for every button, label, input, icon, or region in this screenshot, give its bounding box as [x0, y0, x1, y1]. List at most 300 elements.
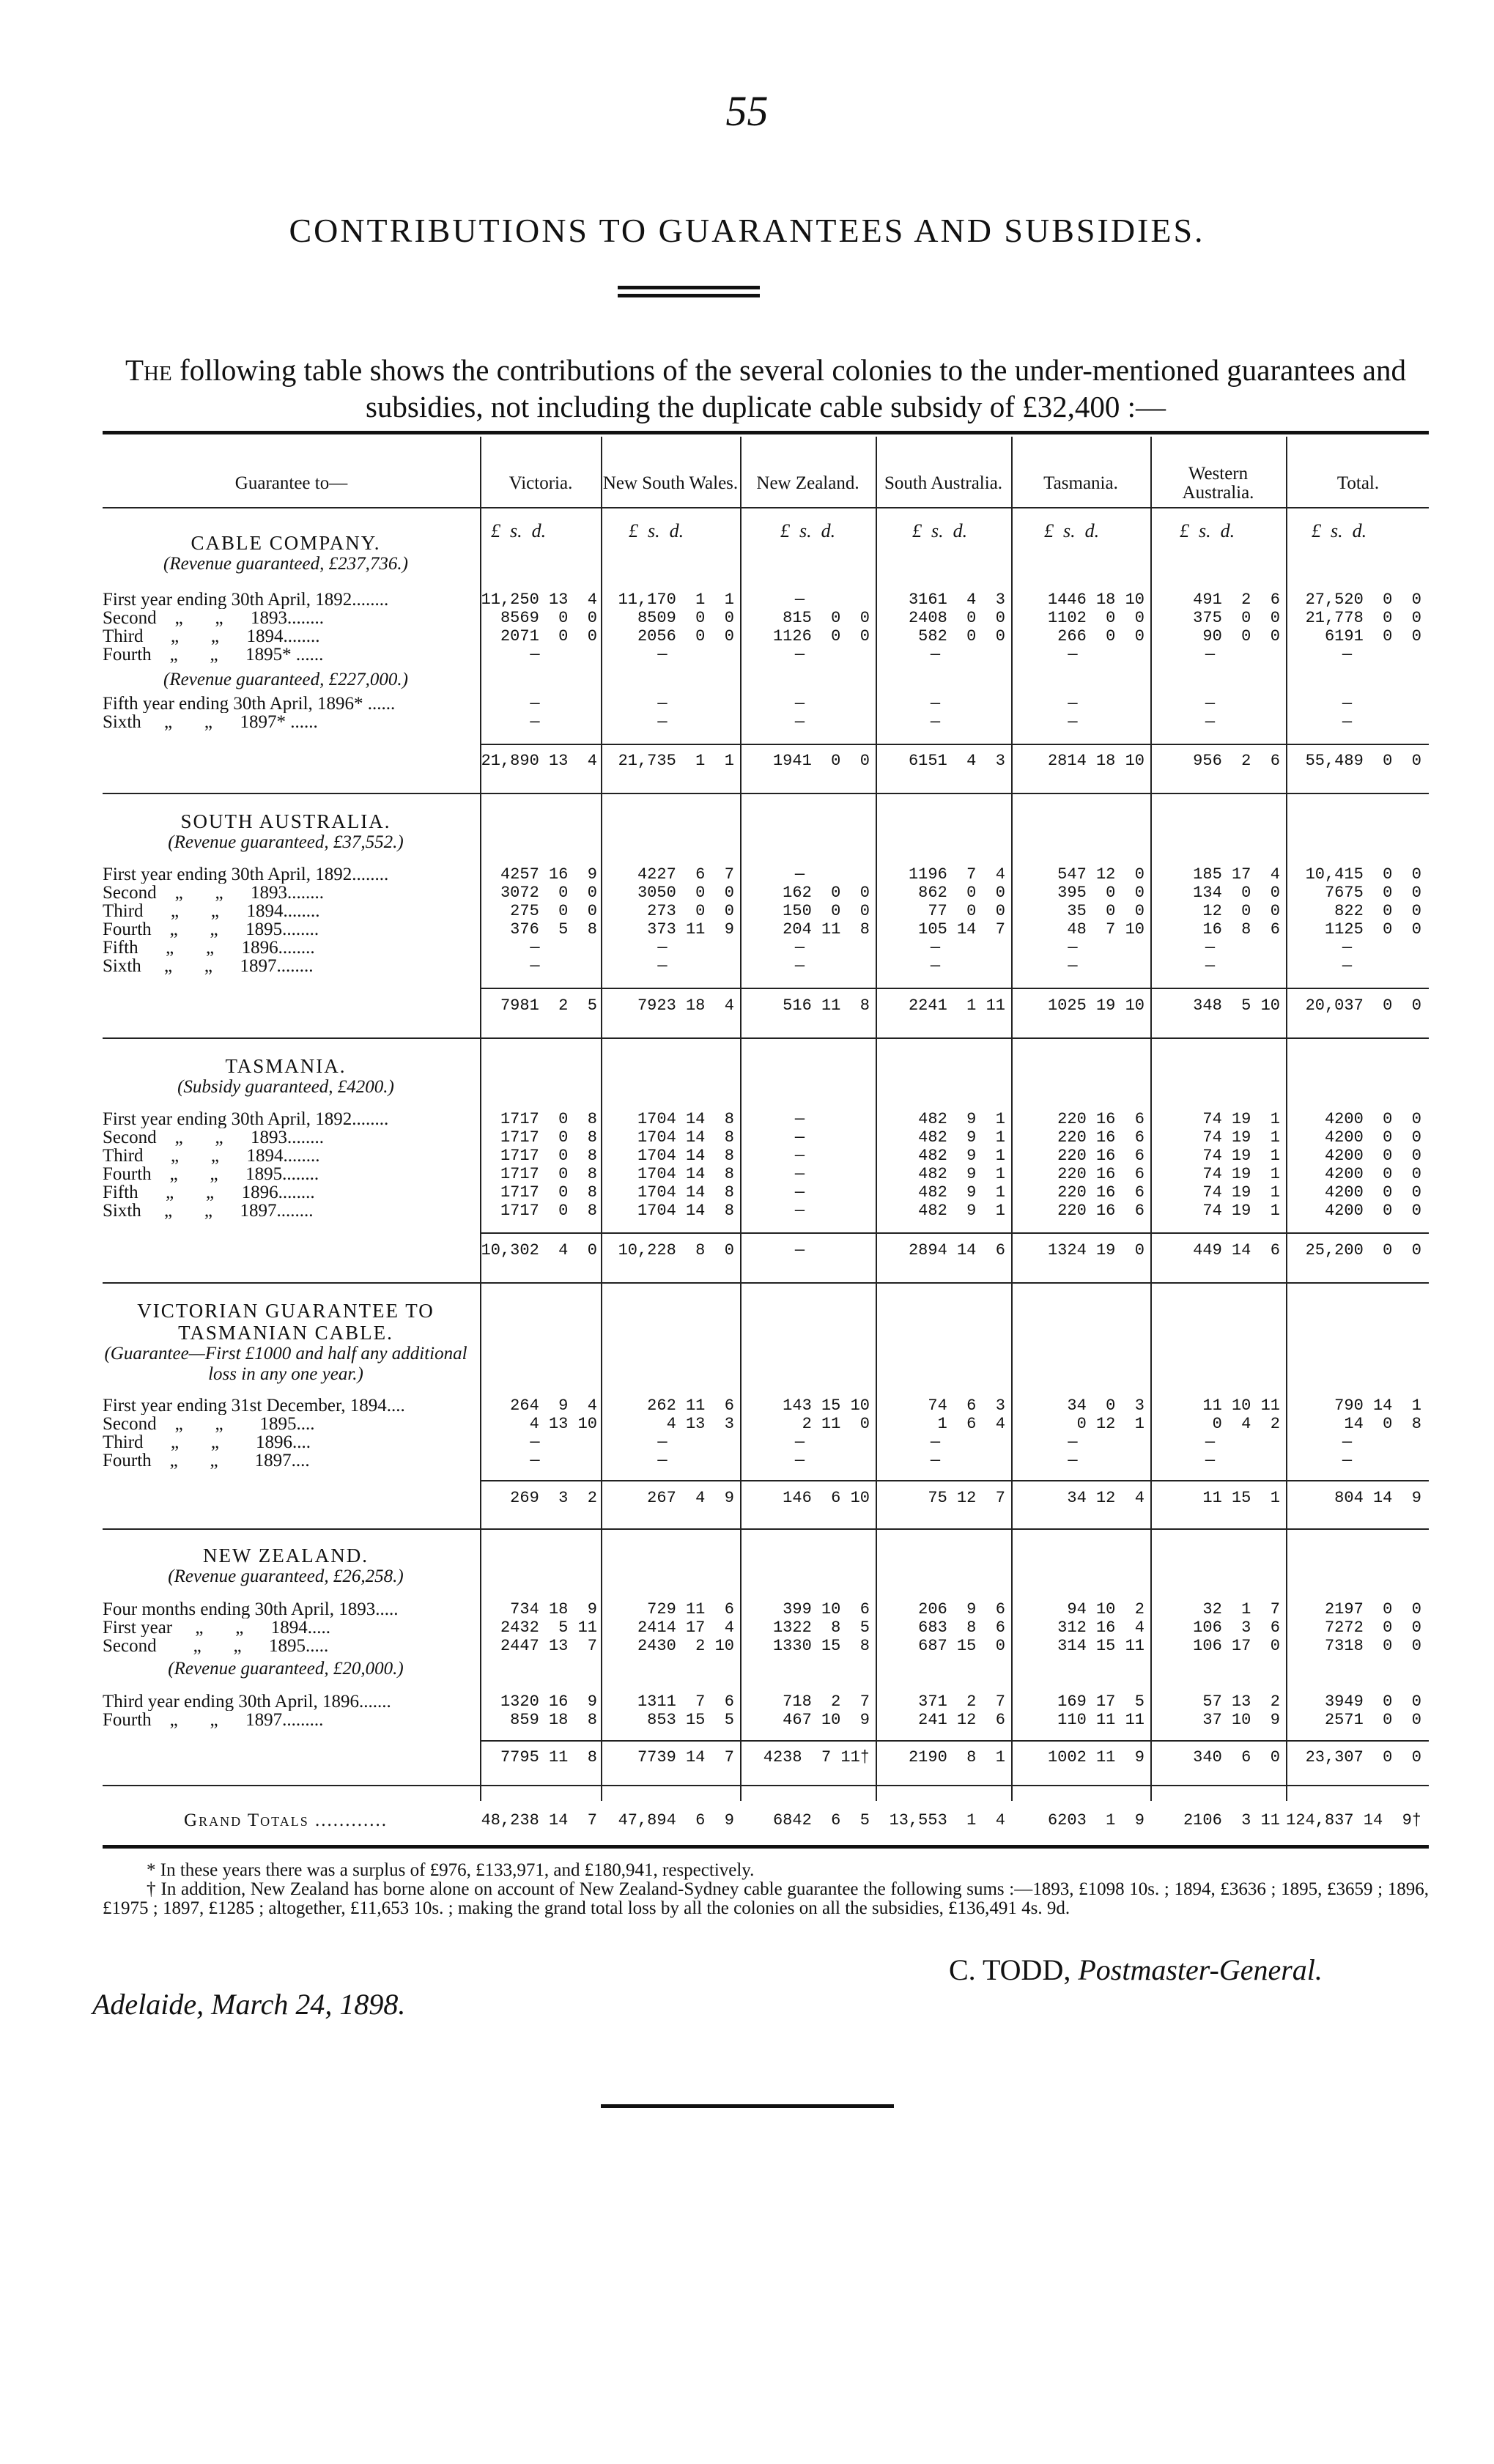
nz-note: (Revenue guaranteed, £26,258.) — [168, 1566, 404, 1586]
unit-label: £ s. d. — [629, 520, 684, 541]
row-label: Fifth „ „ 1896........ — [103, 939, 315, 957]
row-cell: 4200 0 0 — [1324, 1183, 1421, 1202]
intro-text: following table shows the contributions of the several colonies to the under-mentioned guarantees and subsidies, not including the duplicate cable subsidy of £32,400 :— — [179, 353, 1406, 423]
section-divider — [103, 1282, 1429, 1284]
row-cell: 1311 7 6 — [637, 1692, 734, 1711]
row-cell: — — [930, 957, 941, 975]
row-cell: 8509 0 0 — [637, 609, 734, 627]
row-cell: — — [657, 645, 668, 664]
row-cell: 143 15 10 — [783, 1396, 870, 1415]
row-cell: 11,250 13 4 — [481, 591, 597, 609]
row-cell: 4200 0 0 — [1324, 1110, 1421, 1128]
row-cell: — — [657, 695, 668, 713]
row-cell: 25,200 0 0 — [1305, 1241, 1421, 1259]
row-cell: 206 9 6 — [918, 1600, 1005, 1618]
row-cell: — — [930, 1433, 941, 1451]
row-cell: 482 9 1 — [918, 1128, 1005, 1147]
row-cell: 0 4 2 — [1212, 1415, 1280, 1433]
row-label: Fourth „ „ 1897......... — [103, 1711, 324, 1729]
row-cell: 269 3 2 — [510, 1489, 597, 1507]
row-cell: 74 19 1 — [1202, 1165, 1280, 1183]
row-cell: 1717 0 8 — [500, 1128, 597, 1147]
row-cell: 48,238 14 7 — [481, 1811, 597, 1829]
row-cell: 371 2 7 — [918, 1692, 1005, 1711]
table-row — [103, 695, 1429, 713]
table-row — [103, 920, 1429, 939]
row-cell: 146 6 10 — [783, 1489, 870, 1507]
row-cell: 822 0 0 — [1334, 902, 1421, 920]
row-label: Fifth „ „ 1896........ — [103, 1183, 315, 1202]
table-row — [103, 884, 1429, 902]
subtotal-rule — [480, 744, 1429, 745]
row-cell: 1717 0 8 — [500, 1183, 597, 1202]
table-row — [103, 1692, 1429, 1711]
row-cell: 1704 14 8 — [637, 1110, 734, 1128]
subtotal-rule — [480, 1232, 1429, 1234]
subtotal-rule — [480, 1480, 1429, 1481]
row-cell: 687 15 0 — [918, 1637, 1005, 1655]
row-cell: 74 6 3 — [928, 1396, 1005, 1415]
contributions-table — [103, 431, 1429, 1850]
section-title — [103, 532, 469, 574]
table-row — [103, 902, 1429, 920]
row-cell: 683 8 6 — [918, 1618, 1005, 1637]
row-cell: 11 10 11 — [1202, 1396, 1280, 1415]
subtotal-row — [103, 996, 1429, 1015]
table-row — [103, 591, 1429, 609]
row-cell: 7739 14 7 — [637, 1748, 734, 1766]
subtotal-row — [103, 752, 1429, 770]
heading-rule-top — [618, 286, 760, 289]
row-cell: — — [930, 695, 941, 713]
row-cell: 3050 0 0 — [637, 884, 734, 902]
row-cell: — — [930, 713, 941, 731]
row-cell: 220 16 6 — [1057, 1202, 1144, 1220]
row-cell: — — [794, 1433, 805, 1451]
row-label: Grand Totals ............ — [184, 1811, 388, 1829]
unit-label: £ s. d. — [912, 520, 968, 541]
section-title — [103, 810, 469, 853]
row-cell: 1102 0 0 — [1047, 609, 1144, 627]
row-label: Fifth year ending 30th April, 1896* ...... — [103, 695, 396, 713]
table-row — [103, 939, 1429, 957]
row-cell: — — [530, 939, 540, 957]
header-rule — [103, 507, 1429, 508]
row-cell: 220 16 6 — [1057, 1165, 1144, 1183]
row-cell: 853 15 5 — [647, 1711, 734, 1729]
row-cell: 20,037 0 0 — [1305, 996, 1421, 1015]
row-cell: 482 9 1 — [918, 1147, 1005, 1165]
row-cell: 10,415 0 0 — [1305, 865, 1421, 884]
row-cell: 482 9 1 — [918, 1202, 1005, 1220]
row-cell: 275 0 0 — [510, 902, 597, 920]
header-total: Total. — [1336, 473, 1380, 493]
row-cell: 74 19 1 — [1202, 1183, 1280, 1202]
section-divider — [103, 1785, 1429, 1786]
row-label: Sixth „ „ 1897........ — [103, 1202, 314, 1220]
table-row — [103, 1128, 1429, 1147]
row-cell: 1717 0 8 — [500, 1110, 597, 1128]
table-row — [103, 1433, 1429, 1451]
signature-title: Postmaster-General. — [1078, 1953, 1323, 1986]
row-cell: 241 12 6 — [918, 1711, 1005, 1729]
row-label: Second „ „ 1893........ — [103, 884, 325, 902]
row-cell: 11 15 1 — [1202, 1489, 1280, 1507]
table-row — [103, 1637, 1429, 1655]
row-cell: 48 7 10 — [1067, 920, 1144, 939]
nz-note2: (Revenue guaranteed, £20,000.) — [168, 1659, 404, 1679]
row-cell: 6842 6 5 — [772, 1811, 870, 1829]
row-cell: 34 0 3 — [1067, 1396, 1144, 1415]
row-cell: 4227 6 7 — [637, 865, 734, 884]
row-cell: 3949 0 0 — [1324, 1692, 1421, 1711]
row-cell: — — [657, 1451, 668, 1470]
row-cell: 3161 4 3 — [908, 591, 1005, 609]
row-cell: 220 16 6 — [1057, 1147, 1144, 1165]
row-cell: 7795 11 8 — [500, 1748, 597, 1766]
row-cell: 37 10 9 — [1202, 1711, 1280, 1729]
row-label: Second „ „ 1895.... — [103, 1415, 315, 1433]
tas-note: (Subsidy guaranteed, £4200.) — [177, 1077, 394, 1097]
row-cell: 1126 0 0 — [772, 627, 870, 645]
row-cell: — — [1342, 713, 1353, 731]
row-cell: 340 6 0 — [1193, 1748, 1280, 1766]
row-cell: — — [794, 939, 805, 957]
cable-title: CABLE COMPANY. — [191, 532, 381, 554]
row-cell: 729 11 6 — [647, 1600, 734, 1618]
tas-title: TASMANIA. — [225, 1055, 347, 1077]
row-label: Four months ending 30th April, 1893..... — [103, 1600, 399, 1618]
row-cell: 2241 1 11 — [908, 996, 1005, 1015]
table-row — [103, 1415, 1429, 1433]
row-cell: — — [794, 1202, 805, 1220]
row-cell: 47,894 6 9 — [618, 1811, 734, 1829]
cable-note2: (Revenue guaranteed, £227,000.) — [163, 670, 408, 689]
row-label: Third year ending 30th April, 1896....... — [103, 1692, 391, 1711]
row-cell: 1025 19 10 — [1047, 996, 1144, 1015]
row-cell: 4 13 3 — [666, 1415, 734, 1433]
heading-rule-bottom — [618, 294, 760, 297]
row-cell: 12 0 0 — [1202, 902, 1280, 920]
row-cell: 7318 0 0 — [1324, 1637, 1421, 1655]
signature-name: C. TODD, — [949, 1953, 1071, 1986]
row-cell: 491 2 6 — [1193, 591, 1280, 609]
row-label: First year „ „ 1894..... — [103, 1618, 331, 1637]
row-cell: 1704 14 8 — [637, 1147, 734, 1165]
place-date: Adelaide, March 24, 1898. — [92, 1988, 406, 2021]
row-cell: 2 11 0 — [802, 1415, 870, 1433]
row-cell: 134 0 0 — [1193, 884, 1280, 902]
row-cell: 32 1 7 — [1202, 1600, 1280, 1618]
row-cell: 1324 19 0 — [1047, 1241, 1144, 1259]
row-cell: 21,778 0 0 — [1305, 609, 1421, 627]
row-cell: 4200 0 0 — [1324, 1202, 1421, 1220]
row-cell: 162 0 0 — [783, 884, 870, 902]
row-cell: — — [794, 695, 805, 713]
row-cell: — — [530, 645, 540, 664]
intro-lead: The — [125, 353, 172, 387]
row-cell: — — [794, 957, 805, 975]
row-cell: — — [1342, 1433, 1353, 1451]
subtotal-rule — [480, 988, 1429, 989]
page-number: 55 — [725, 87, 769, 135]
row-cell: 449 14 6 — [1193, 1241, 1280, 1259]
table-row — [103, 1618, 1429, 1637]
unit-label: £ s. d. — [491, 520, 547, 541]
row-cell: 264 9 4 — [510, 1396, 597, 1415]
row-cell: 34 12 4 — [1067, 1489, 1144, 1507]
table-row — [103, 957, 1429, 975]
row-cell: — — [794, 1165, 805, 1183]
row-cell: 8569 0 0 — [500, 609, 597, 627]
row-cell: 4 13 10 — [529, 1415, 597, 1433]
row-cell: 1704 14 8 — [637, 1165, 734, 1183]
row-cell: 74 19 1 — [1202, 1147, 1280, 1165]
row-cell: 376 5 8 — [510, 920, 597, 939]
row-cell: 1125 0 0 — [1324, 920, 1421, 939]
row-cell: 21,890 13 4 — [481, 752, 597, 770]
table-row — [103, 713, 1429, 731]
row-cell: 124,837 14 9† — [1286, 1811, 1421, 1829]
row-cell: 1196 7 4 — [908, 865, 1005, 884]
row-cell: 2190 8 1 — [908, 1748, 1005, 1766]
header-tas: Tasmania. — [1043, 473, 1118, 493]
row-cell: — — [657, 957, 668, 975]
header-sa: South Australia. — [884, 473, 1003, 493]
row-cell: — — [794, 1241, 805, 1259]
row-cell: — — [530, 695, 540, 713]
row-label: Sixth „ „ 1897* ...... — [103, 713, 318, 731]
table-row — [103, 1396, 1429, 1415]
row-cell: 399 10 6 — [783, 1600, 870, 1618]
row-label: Third „ „ 1894........ — [103, 627, 320, 645]
row-cell: — — [1205, 645, 1216, 664]
row-cell: 55,489 0 0 — [1305, 752, 1421, 770]
row-label: Third „ „ 1894........ — [103, 1147, 320, 1165]
table-row — [103, 1165, 1429, 1183]
row-cell: — — [1068, 713, 1078, 731]
row-cell: — — [1068, 645, 1078, 664]
table-top-rule — [103, 431, 1429, 434]
table-row — [103, 627, 1429, 645]
row-cell: — — [1342, 695, 1353, 713]
row-cell: — — [794, 1110, 805, 1128]
row-cell: 482 9 1 — [918, 1110, 1005, 1128]
row-cell: — — [1205, 939, 1216, 957]
table-row — [103, 1147, 1429, 1165]
row-cell: 10,302 4 0 — [481, 1241, 597, 1259]
row-cell: 2106 3 11 — [1183, 1811, 1280, 1829]
row-cell: 4238 7 11† — [763, 1748, 870, 1766]
row-cell: 4200 0 0 — [1324, 1128, 1421, 1147]
row-cell: 482 9 1 — [918, 1165, 1005, 1183]
row-cell: 1717 0 8 — [500, 1202, 597, 1220]
row-cell: — — [1342, 957, 1353, 975]
row-cell: 4257 16 9 — [500, 865, 597, 884]
row-cell: — — [1342, 645, 1353, 664]
row-label: Fourth „ „ 1895........ — [103, 920, 319, 939]
row-cell: 6203 1 9 — [1047, 1811, 1144, 1829]
row-label: Second „ „ 1895..... — [103, 1637, 329, 1655]
footnote-dagger: † In addition, New Zealand has borne alone on account of New Zealand-Sydney cable guarantee the following sums :—1893, £1098 10s. ; 1894, £3636 ; 1895, £3659 ; 1896, £1975 ; 1897, £1285 ; altogether, £11,653 10s. ; making the grand total loss by all the colonies on all the subsidies, £136,491 4s. 9d. — [103, 1879, 1429, 1918]
row-cell: 267 4 9 — [647, 1489, 734, 1507]
row-cell: 2814 18 10 — [1047, 752, 1144, 770]
row-cell: — — [530, 1433, 540, 1451]
row-cell: — — [794, 1147, 805, 1165]
row-cell: 2894 14 6 — [908, 1241, 1005, 1259]
row-cell: 266 0 0 — [1057, 627, 1144, 645]
row-cell: 2071 0 0 — [500, 627, 597, 645]
vic-cable-title: VICTORIAN GUARANTEE TO TASMANIAN CABLE. — [137, 1300, 434, 1344]
section-title — [103, 1300, 469, 1385]
row-cell: 220 16 6 — [1057, 1110, 1144, 1128]
row-cell: 106 3 6 — [1193, 1618, 1280, 1637]
table-row — [103, 1183, 1429, 1202]
row-cell: 7675 0 0 — [1324, 884, 1421, 902]
subtotal-rule — [480, 1740, 1429, 1742]
table-bottom-rule — [103, 1845, 1429, 1849]
row-cell: 273 0 0 — [647, 902, 734, 920]
table-row — [103, 645, 1429, 664]
row-cell: — — [794, 1128, 805, 1147]
row-cell: 262 11 6 — [647, 1396, 734, 1415]
row-cell: 2414 17 4 — [637, 1618, 734, 1637]
row-label: Fourth „ „ 1897.... — [103, 1451, 310, 1470]
row-cell: 1717 0 8 — [500, 1147, 597, 1165]
row-cell: — — [1205, 957, 1216, 975]
section-title — [103, 1544, 469, 1587]
row-cell: 6191 0 0 — [1324, 627, 1421, 645]
row-label: Fourth „ „ 1895* ...... — [103, 645, 324, 664]
row-cell: 1322 8 5 — [772, 1618, 870, 1637]
row-cell: — — [794, 591, 805, 609]
row-cell: 185 17 4 — [1193, 865, 1280, 884]
row-cell: 2197 0 0 — [1324, 1600, 1421, 1618]
header-guarantee: Guarantee to— — [234, 473, 348, 493]
signature — [949, 1953, 1323, 1987]
row-cell: — — [657, 939, 668, 957]
row-cell: — — [930, 1451, 941, 1470]
row-cell: 482 9 1 — [918, 1183, 1005, 1202]
row-cell: 516 11 8 — [783, 996, 870, 1015]
row-cell: 27,520 0 0 — [1305, 591, 1421, 609]
row-label: Second „ „ 1893........ — [103, 1128, 325, 1147]
row-cell: 395 0 0 — [1057, 884, 1144, 902]
row-label: First year ending 31st December, 1894.... — [103, 1396, 405, 1415]
row-cell: — — [530, 1451, 540, 1470]
row-cell: 6151 4 3 — [908, 752, 1005, 770]
row-cell: 815 0 0 — [783, 609, 870, 627]
grand-totals-row — [103, 1811, 1429, 1829]
row-cell: 4200 0 0 — [1324, 1165, 1421, 1183]
row-cell: 11,170 1 1 — [618, 591, 734, 609]
row-cell: 7272 0 0 — [1324, 1618, 1421, 1637]
row-cell: 74 19 1 — [1202, 1110, 1280, 1128]
section-title — [103, 1055, 469, 1098]
header-victoria: Victoria. — [509, 473, 573, 493]
row-cell: 169 17 5 — [1057, 1692, 1144, 1711]
row-cell: 467 10 9 — [783, 1711, 870, 1729]
row-cell: — — [1068, 1433, 1078, 1451]
row-cell: — — [1068, 957, 1078, 975]
table-row — [103, 1600, 1429, 1618]
table-row — [103, 1451, 1429, 1470]
table-row — [103, 1202, 1429, 1220]
row-cell: 110 11 11 — [1057, 1711, 1144, 1729]
row-cell: — — [1342, 1451, 1353, 1470]
footnote-star: * In these years there was a surplus of £976, £133,971, and £180,941, respectively. — [147, 1860, 755, 1880]
subtotal-row — [103, 1241, 1429, 1259]
row-cell: 2447 13 7 — [500, 1637, 597, 1655]
row-cell: — — [794, 1183, 805, 1202]
row-cell: — — [794, 1451, 805, 1470]
table-row — [103, 609, 1429, 627]
header-nz: New Zealand. — [756, 473, 859, 493]
row-cell: 314 15 11 — [1057, 1637, 1144, 1655]
row-cell: 204 11 8 — [783, 920, 870, 939]
row-cell: 1002 11 9 — [1047, 1748, 1144, 1766]
row-cell: 804 14 9 — [1334, 1489, 1421, 1507]
row-cell: — — [657, 1433, 668, 1451]
unit-label: £ s. d. — [1312, 520, 1367, 541]
row-cell: 106 17 0 — [1193, 1637, 1280, 1655]
row-cell: 1 6 4 — [937, 1415, 1005, 1433]
row-cell: 13,553 1 4 — [889, 1811, 1005, 1829]
row-cell: 220 16 6 — [1057, 1183, 1144, 1202]
row-cell: 77 0 0 — [928, 902, 1005, 920]
row-label: First year ending 30th April, 1892........ — [103, 865, 389, 884]
row-cell: — — [1068, 939, 1078, 957]
row-cell: 2056 0 0 — [637, 627, 734, 645]
row-cell: 16 8 6 — [1202, 920, 1280, 939]
row-cell: 1704 14 8 — [637, 1202, 734, 1220]
row-cell: 74 19 1 — [1202, 1202, 1280, 1220]
row-label: First year ending 30th April, 1892........ — [103, 591, 389, 609]
row-cell: 1704 14 8 — [637, 1128, 734, 1147]
intro-paragraph — [103, 352, 1429, 425]
row-cell: — — [794, 865, 805, 884]
row-cell: 375 0 0 — [1193, 609, 1280, 627]
row-cell: 10,228 8 0 — [618, 1241, 734, 1259]
row-cell: 2432 5 11 — [500, 1618, 597, 1637]
row-cell: 582 0 0 — [918, 627, 1005, 645]
row-cell: 3072 0 0 — [500, 884, 597, 902]
unit-label: £ s. d. — [780, 520, 836, 541]
row-cell: 7923 18 4 — [637, 996, 734, 1015]
row-cell: — — [530, 713, 540, 731]
row-cell: 105 14 7 — [918, 920, 1005, 939]
subtotal-row — [103, 1489, 1429, 1507]
header-wa: Western Australia. — [1182, 464, 1254, 503]
row-cell: 2430 2 10 — [637, 1637, 734, 1655]
row-cell: 2408 0 0 — [908, 609, 1005, 627]
unit-label: £ s. d. — [1180, 520, 1235, 541]
page-heading: CONTRIBUTIONS TO GUARANTEES AND SUBSIDIES. — [289, 212, 1205, 249]
row-cell: 348 5 10 — [1193, 996, 1280, 1015]
row-cell: 1446 18 10 — [1047, 591, 1144, 609]
sa-note: (Revenue guaranteed, £37,552.) — [168, 832, 404, 852]
row-cell: — — [930, 939, 941, 957]
row-cell: 4200 0 0 — [1324, 1147, 1421, 1165]
row-cell: 734 18 9 — [510, 1600, 597, 1618]
row-cell: 373 11 9 — [647, 920, 734, 939]
row-cell: — — [530, 957, 540, 975]
table-row — [103, 1711, 1429, 1729]
row-cell: 150 0 0 — [783, 902, 870, 920]
row-label: Second „ „ 1893........ — [103, 609, 325, 627]
header-nsw: New South Wales. — [602, 473, 739, 493]
row-cell: — — [930, 645, 941, 664]
